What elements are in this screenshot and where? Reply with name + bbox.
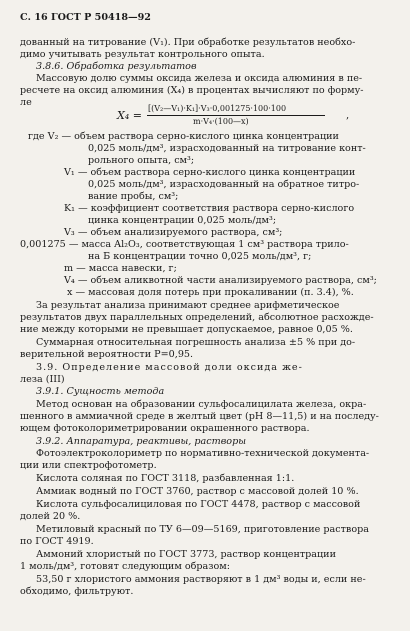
text-line: Метиловый красный по ТУ 6—09—5169, приготовление раствора [36,524,369,535]
definition-line: V₄ — объем аликвотной части анализируемого раствора, см³; [64,275,377,286]
text-line: ние между которыми не превышает допускаемое, равное 0,05 %. [20,324,353,335]
text-line: верительной вероятности P=0,95. [20,349,194,360]
formula-lhs: X₄ = [117,109,142,122]
page-header: С. 16 ГОСТ Р 50418—92 [20,12,151,23]
text-line: дованный на титрование (V₁). При обработке результатов необхо- [20,37,356,48]
definition-line: K₁ — коэффициент соответствия раствора серно-кислого [64,203,355,214]
definition-line: m — масса навески, г; [64,263,177,274]
text-line: ции или спектрофотометр. [20,460,157,471]
definition-line: на Б концентрации точно 0,025 моль/дм³, г; [88,251,312,262]
text-line: Метод основан на образовании сульфосалицилата железа, окра- [36,399,367,410]
section-heading: леза (III) [20,374,65,385]
text-line: ле [20,97,32,108]
text-line: Кислота соляная по ГОСТ 3118, разбавленная 1:1. [36,473,295,484]
fraction-bar [147,115,325,116]
formula-suffix: , [346,110,350,121]
text-line: шенного в аммиачной среде в желтый цвет (pH 8—11,5) и на последу- [20,411,379,422]
definition-line: 0,001275 — масса Al₂O₃, соответствующая 1 см³ раствора трило- [20,239,349,250]
text-line: по ГОСТ 4919. [20,536,94,547]
text-line: Суммарная относительная погрешность анализа ±5 % при до- [36,337,356,348]
formula-numerator: [(V₂—V₁)·K₁]·V₃·0,001275·100·100 [148,104,287,113]
subsection-heading: 3.9.2. Аппаратура, реактивы, растворы [36,436,247,447]
definition-line: вание пробы, см³; [88,191,179,202]
text-line: результатов двух параллельных определений, абсолютное расхожде- [20,312,374,323]
text-line: Аммоний хлористый по ГОСТ 3773, раствор концентрации [36,549,336,560]
text-line: ющем фотоколориметрировании окрашенного раствора. [20,423,310,434]
text-line: димо учитывать результат контрольного опыта. [20,49,265,60]
section-heading: 3.8.6. Обработка результатов [36,61,197,72]
text-line: долей 20 %. [20,511,81,522]
definition-line: 0,025 моль/дм³, израсходованный на титрование конт- [88,143,366,154]
formula-denominator: m·V₄·(100—x) [193,117,249,126]
text-line: 1 моль/дм³, готовят следующим образом: [20,561,230,572]
section-heading: 3.9. Определение массовой доли оксида же- [36,362,303,373]
definition-line: цинка концентрации 0,025 моль/дм³; [88,215,277,226]
text-line: Массовую долю суммы оксида железа и оксида алюминия в пе- [36,73,363,84]
definition-line: где V₂ — объем раствора серно-кислого цинка концентрации [28,131,339,142]
definition-line: рольного опыта, см³; [88,155,195,166]
text-line: Кислота сульфосалициловая по ГОСТ 4478, раствор с массовой [36,499,361,510]
text-line: 53,50 г хлористого аммония растворяют в 1 дм³ воды и, если не- [36,574,366,585]
text-line: Аммиак водный по ГОСТ 3760, раствор с массовой долей 10 %. [36,486,359,497]
definition-line: x — массовая доля потерь при прокаливании (п. 3.4), %. [67,287,354,298]
definition-line: V₃ — объем анализируемого раствора, см³; [64,227,283,238]
text-line: ресчете на оксид алюминия (X₄) в процентах вычисляют по форму- [20,85,364,96]
text-line: обходимо, фильтруют. [20,586,134,597]
text-line: За результат анализа принимают среднее арифметическое [36,300,340,311]
definition-line: V₁ — объем раствора серно-кислого цинка концентрации [64,167,356,178]
text-line: Фотоэлектроколориметр по нормативно-технической документа- [36,448,370,459]
definition-line: 0,025 моль/дм³, израсходованный на обратное титро- [88,179,360,190]
subsection-heading: 3.9.1. Сущность метода [36,386,165,397]
